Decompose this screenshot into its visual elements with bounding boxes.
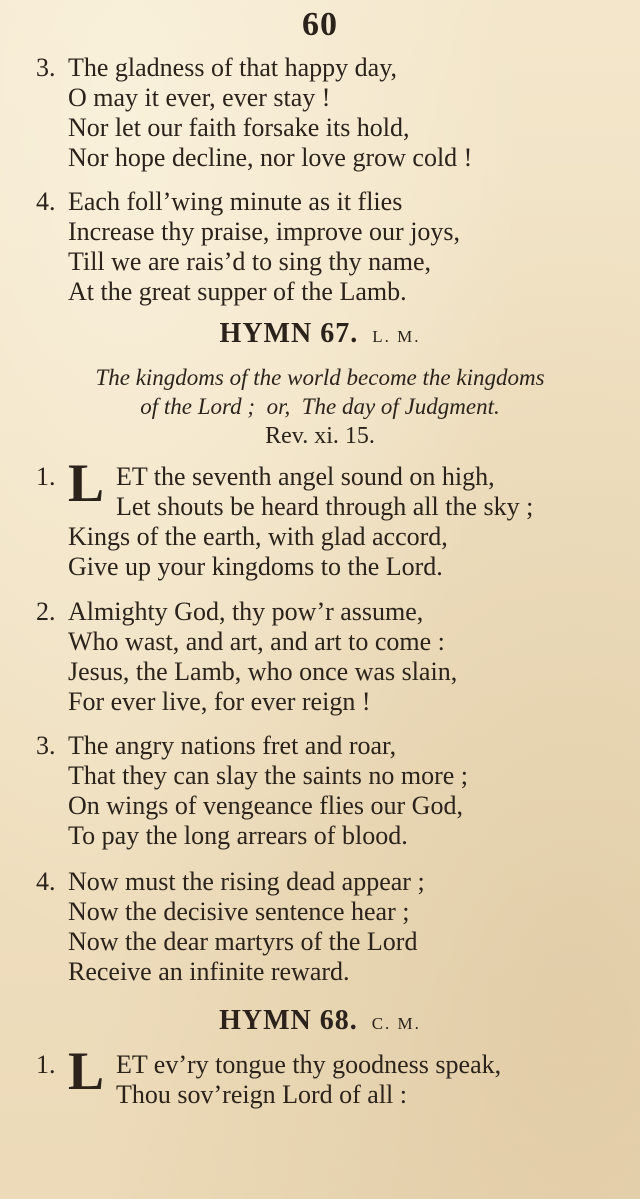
stanza-line: Nor let our faith forsake its hold, bbox=[68, 113, 410, 142]
stanza-line: 4. Now must the rising dead appear ; bbox=[36, 867, 425, 896]
stanza-line: Till we are rais’d to sing thy name, bbox=[68, 247, 431, 276]
stanza-4 bbox=[36, 187, 636, 307]
stanza-line: O may it ever, ever stay ! bbox=[68, 83, 331, 112]
scripture-reference: Rev. xi. 15. bbox=[265, 423, 375, 449]
stanza-number: 3. bbox=[36, 53, 56, 82]
stanza-line: 4. Each foll’wing minute as it flies bbox=[36, 187, 403, 216]
stanza-line: 2. Almighty God, thy pow’r assume, bbox=[36, 597, 424, 626]
hymn-68-stanza-1 bbox=[36, 1041, 636, 1110]
stanza-line: Who wast, and art, and art to come : bbox=[68, 627, 445, 656]
hymn-meter: C. M. bbox=[371, 1014, 421, 1033]
hymn-67-title: HYMN 67. L. M. bbox=[219, 318, 421, 349]
hymn-67-subtitle-line2: of the Lord ; or, The day of Judgment. bbox=[140, 394, 500, 419]
drop-cap: L bbox=[68, 1041, 105, 1101]
hymn-67-stanza-2 bbox=[36, 597, 636, 717]
stanza-line: Let shouts be heard through all the sky ; bbox=[116, 492, 534, 521]
stanza-line: For ever live, for ever reign ! bbox=[68, 687, 371, 716]
stanza-line: Give up your kingdoms to the Lord. bbox=[68, 552, 443, 581]
stanza-line: Kings of the earth, with glad accord, bbox=[68, 522, 448, 551]
page-number: 60 bbox=[302, 6, 338, 43]
hymn-68-title: HYMN 68. C. M. bbox=[219, 1005, 421, 1036]
stanza-number: 2. bbox=[36, 597, 56, 626]
hymn-67-subtitle-line1: The kingdoms of the world become the kingdoms bbox=[95, 365, 545, 390]
stanza-line: Increase thy praise, improve our joys, bbox=[68, 217, 461, 246]
hymn-67-stanza-3 bbox=[36, 731, 636, 851]
stanza-number: 1. bbox=[36, 462, 56, 491]
stanza-number: 4. bbox=[36, 187, 56, 216]
hymn-meter: L. M. bbox=[372, 327, 421, 346]
stanza-line: 3. The angry nations fret and roar, bbox=[36, 731, 397, 760]
stanza-line: Thou sov’reign Lord of all : bbox=[116, 1080, 407, 1109]
stanza-line: Receive an infinite reward. bbox=[68, 957, 350, 986]
stanza-line: 1. L ET the seventh angel sound on high, bbox=[36, 453, 495, 513]
stanza-line: Jesus, the Lamb, who once was slain, bbox=[68, 657, 458, 686]
stanza-line: At the great supper of the Lamb. bbox=[68, 277, 407, 306]
stanza-number: 3. bbox=[36, 731, 56, 760]
stanza-line: Nor hope decline, nor love grow cold ! bbox=[68, 143, 473, 172]
stanza-line: Now the dear martyrs of the Lord bbox=[68, 927, 418, 956]
stanza-number: 1. bbox=[36, 1050, 56, 1079]
stanza-line: To pay the long arrears of blood. bbox=[68, 821, 408, 850]
stanza-3 bbox=[36, 53, 636, 173]
hymn-67-stanza-4 bbox=[36, 867, 636, 987]
drop-cap: L bbox=[68, 453, 105, 513]
hymn-67-stanza-1 bbox=[36, 453, 636, 582]
stanza-number: 4. bbox=[36, 867, 56, 896]
stanza-line: Now the decisive sentence hear ; bbox=[68, 897, 410, 926]
stanza-line: 3. The gladness of that happy day, bbox=[36, 53, 397, 82]
stanza-line: 1. L ET ev’ry tongue thy goodness speak, bbox=[36, 1041, 502, 1101]
stanza-line: On wings of vengeance flies our God, bbox=[68, 791, 463, 820]
stanza-line: That they can slay the saints no more ; bbox=[68, 761, 469, 790]
